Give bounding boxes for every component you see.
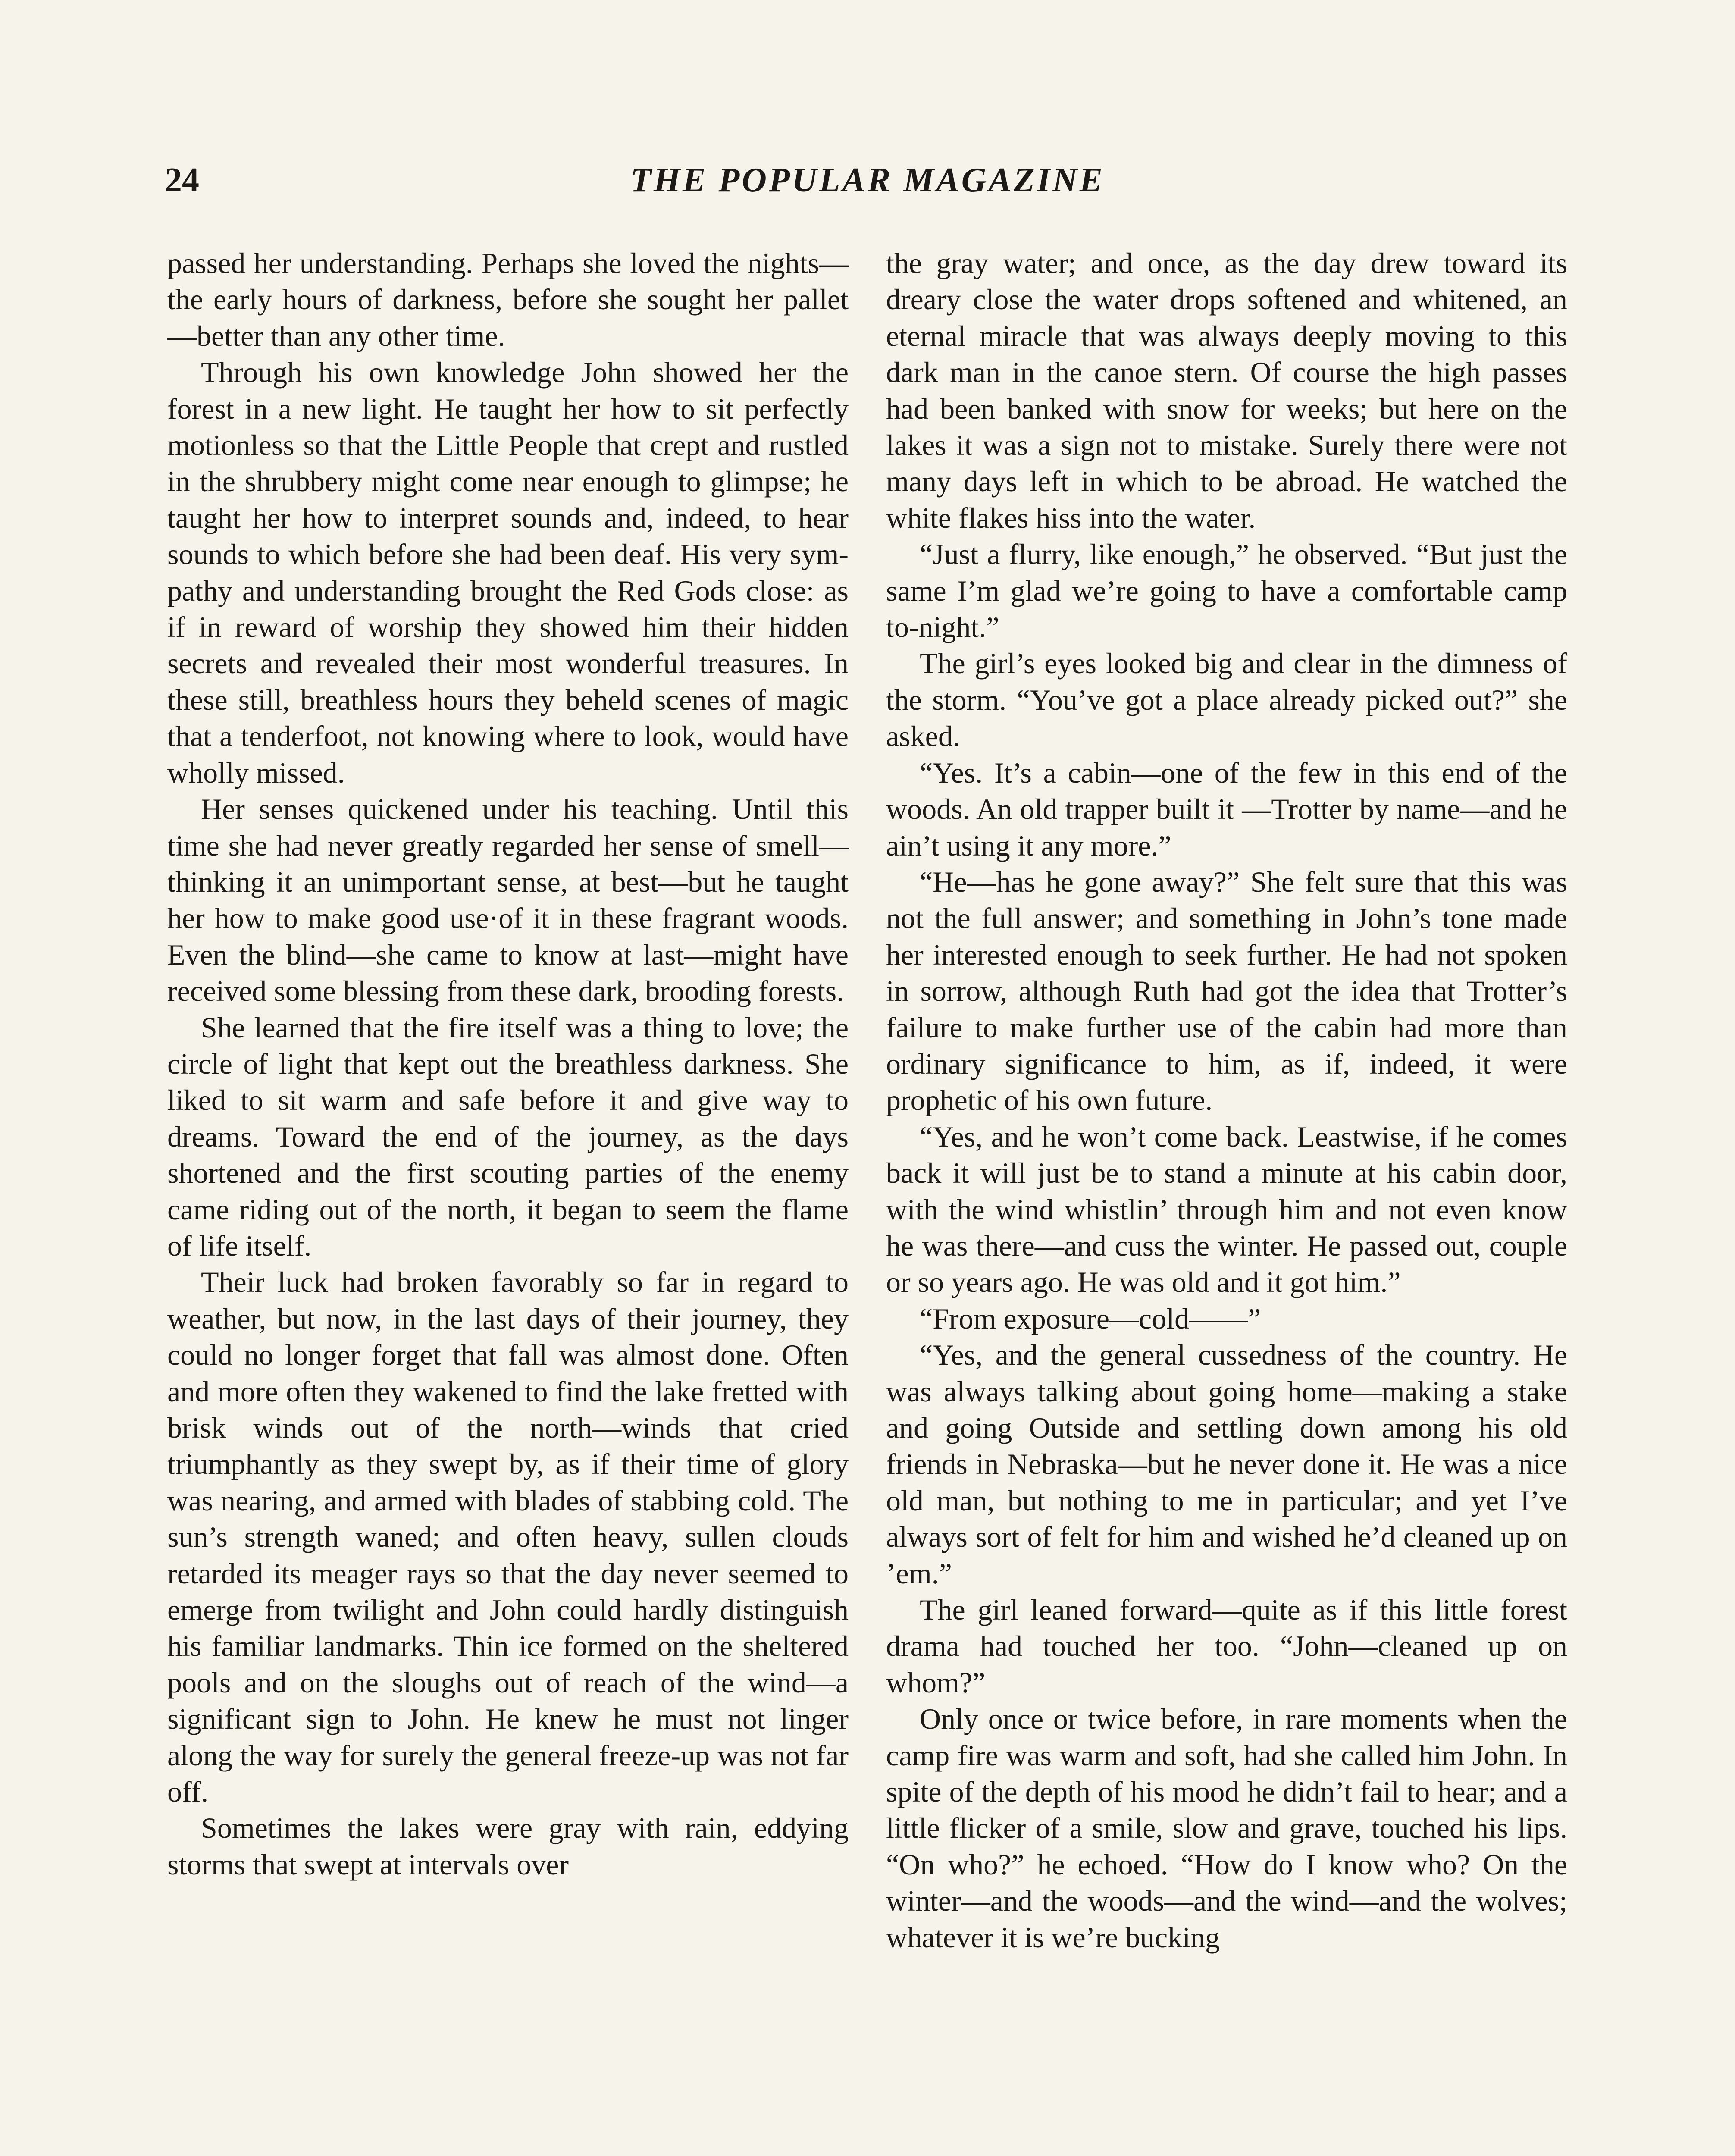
paragraph: Their luck had broken favorably so far in regard to weather, but now, in the last days of their journey, they could no longer forget that fall was almost done. Often and more often they wakened to find the lake fretted with brisk winds out of the north—winds that cried triumphantly as they swept by, as if their time of glory was nearing, and armed with blades of stabbing cold. The sun’s strength waned; and often heavy, sullen clouds retarded its meager rays so that the day never seemed to emerge from twilight and John could hardly distinguish his familiar landmarks. Thin ice formed on the sheltered pools and on the sloughs out of reach of the wind—a significant sign to John. He knew he must not linger along the way for surely the general freeze-up was not far off. <box>167 1266 849 1808</box>
right-column <box>886 245 1567 1955</box>
paragraph: Only once or twice before, in rare moments when the camp fire was warm and soft, had she called him John. In spite of the depth of his mood he didn’t fail to hear; and a little flicker of a smile, slow and grave, touched his lips. “On who?” he echoed. “How do I know who? On the winter—and the woods—and the wind—and the wolves; whatever it is we’re bucking <box>886 1702 1567 1954</box>
paragraph: “Just a flurry, like enough,” he observed. “But just the same I’m glad we’re going to have a comfortable camp to-night.” <box>886 538 1567 644</box>
paragraph: passed her understanding. Perhaps she loved the nights—the early hours of darkness, before she sought her pallet—better than any other time. <box>167 247 849 352</box>
paragraph: “From exposure—cold——” <box>920 1302 1261 1335</box>
page-number: 24 <box>165 161 199 199</box>
paragraph: Through his own knowledge John showed her the forest in a new light. He taught her how to sit perfectly motionless so that the Little People that crept and rustled in the shrubbery might come near enough to glimpse; he taught her how to interpret sounds and, indeed, to hear sounds to which before she had been deaf. His very sympathy and understanding brought the Red Gods close: as if in reward of worship they showed him their hidden secrets and revealed their most wonderful treasures. In these still, breathless hours they beheld scenes of magic that a tenderfoot, not knowing where to look, would have wholly missed. <box>167 356 849 789</box>
left-column <box>167 245 849 1883</box>
paragraph: “He—has he gone away?” She felt sure that this was not the full answer; and something in John’s tone made her interested enough to seek further. He had not spoken in sorrow, although Ruth had got the idea that Trotter’s failure to make further use of the cabin had more than ordinary significance to him, as if, indeed, it were prophetic of his own future. <box>886 865 1567 1117</box>
paragraph: She learned that the fire itself was a thing to love; the circle of light that kept out the breathless darkness. She liked to sit warm and safe before it and give way to dreams. Toward the end of the journey, as the days shortened and the first scouting parties of the enemy came riding out of the north, it began to seem the flame of life itself. <box>167 1011 849 1262</box>
paragraph: the gray water; and once, as the day drew toward its dreary close the water drops softened and whitened, an eternal miracle that was always deeply moving to this dark man in the canoe stern. Of course the high passes had been banked with snow for weeks; but here on the lakes it was a sign not to mistake. Surely there were not many days left in which to be abroad. He watched the white flakes hiss into the water. <box>886 247 1567 534</box>
paragraph: “Yes, and he won’t come back. Leastwise, if he comes back it will just be to stand a minute at his cabin door, with the wind whistlin’ through him and not even know he was there—and cuss the winter. He passed out, couple or so years ago. He was old and it got him.” <box>886 1120 1567 1299</box>
paragraph: The girl’s eyes looked big and clear in the dimness of the storm. “You’ve got a place already picked out?” she asked. <box>886 647 1567 753</box>
paragraph: “Yes, and the general cussedness of the country. He was always talking about going home—making a stake and going Outside and settling down among his old friends in Nebraska—but he never done it. He was a nice old man, but nothing to me in particular; and yet I’ve always sort of felt for him and wished he’d cleaned up on ’em.” <box>886 1338 1567 1590</box>
running-head: THE POPULAR MAGAZINE <box>630 161 1105 199</box>
paragraph: Her senses quickened under his teaching. Until this time she had never greatly regarded her sense of smell—thinking it an unimportant sense, at best—but he taught her how to make good use·of it in these fragrant woods. Even the blind—she came to know at last—might have received some blessing from these dark, brooding forests. <box>167 793 849 1008</box>
paragraph: Sometimes the lakes were gray with rain, eddying storms that swept at intervals over <box>167 1811 849 1881</box>
paragraph: The girl leaned forward—quite as if this little forest drama had touched her too. “John—cleaned up on whom?” <box>886 1593 1567 1699</box>
paragraph: “Yes. It’s a cabin—one of the few in this end of the woods. An old trapper built it —Trotter by name—and he ain’t using it any more.” <box>886 756 1567 862</box>
